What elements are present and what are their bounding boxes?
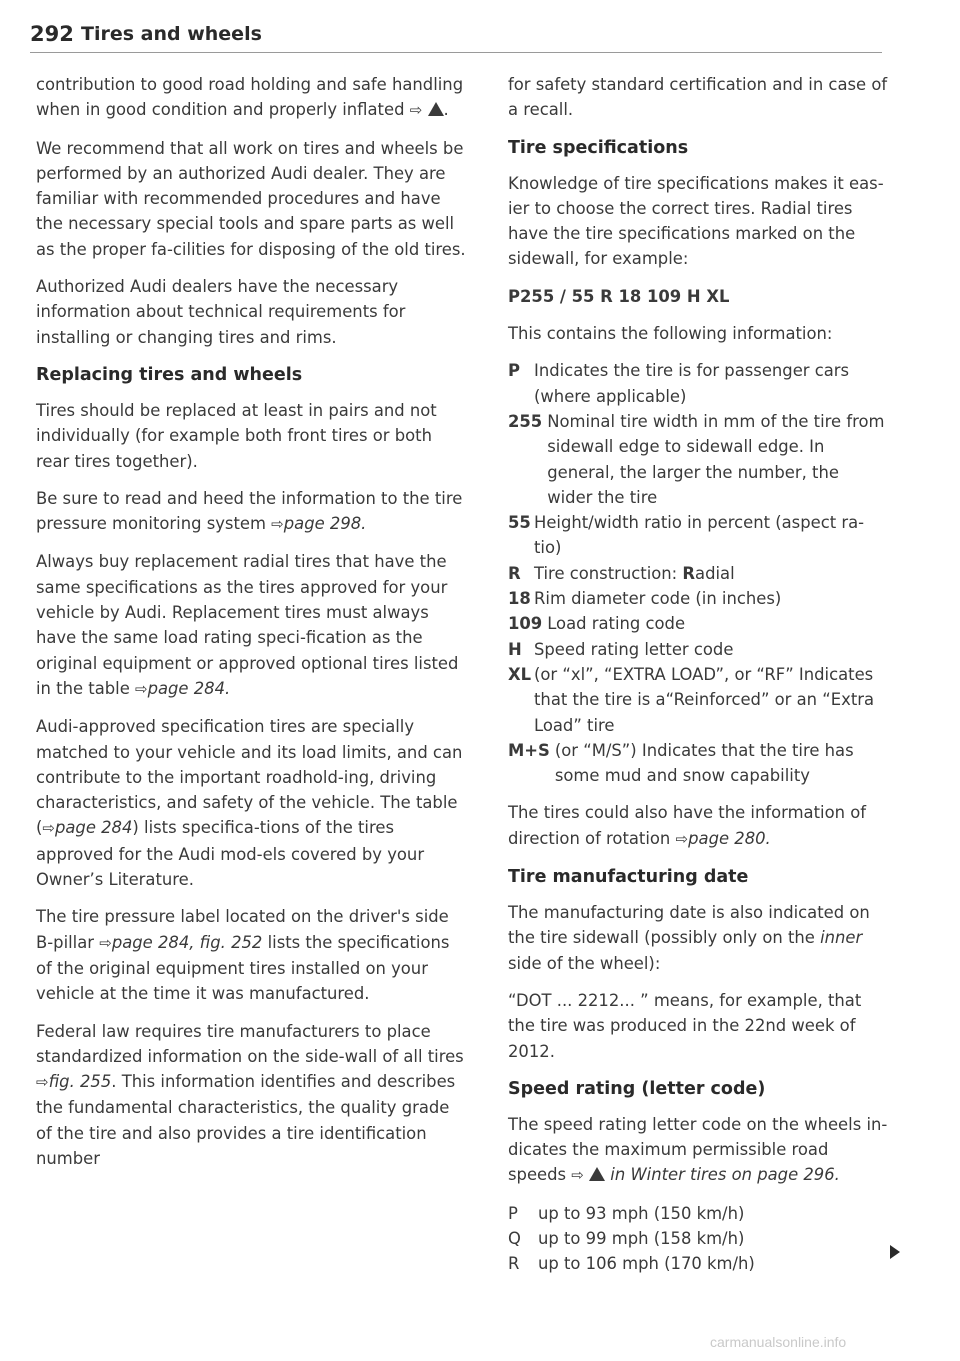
- speed-value: up to 106 mph (170 km/h): [538, 1254, 755, 1274]
- paragraph: Federal law requires tire manufacturers to place standardized information on the side-wall of all tires ⇨fig. 255. This information identifies and describes the fundamental characteristics, the quality grade of the tire and also provides a tire identification number: [36, 1021, 464, 1168]
- paragraph: Authorized Audi dealers have the necessary information about technical requirements for installing or changing tires and rims.: [36, 277, 406, 347]
- speed-letter: P: [508, 1203, 518, 1223]
- heading-speed-rating: Speed rating (letter code): [508, 1078, 766, 1099]
- page-reference[interactable]: in Winter tires on page 296.: [610, 1165, 840, 1185]
- heading-manufacturing-date: Tire manufacturing date: [508, 867, 749, 888]
- list-item: [508, 611, 888, 636]
- continue-arrow-icon: [890, 1245, 900, 1259]
- spec-description: Nominal tire width in mm of the tire from sidewall edge to sidewall edge. In general, the larger the number, the wider the tire: [547, 411, 885, 507]
- paragraph: Knowledge of tire specifications makes it eas-ier to choose the correct tires. Radial tires have the tire specifications marked on the sidewall, for example:: [508, 173, 884, 269]
- spec-description: Indicates the tire is for passenger cars (where applicable): [534, 361, 850, 406]
- spec-term: XL: [508, 664, 532, 684]
- paragraph: This contains the following information:: [508, 324, 833, 344]
- spec-term: M+S: [508, 740, 550, 760]
- spec-description: (or “xl”, “EXTRA LOAD”, or “RF” Indicates that the tire is a“Reinforced” or an “Extra Load” tire: [534, 664, 875, 735]
- speed-letter: R: [508, 1254, 520, 1274]
- warning-icon: [589, 1167, 605, 1181]
- page-reference[interactable]: page 298.: [283, 514, 367, 534]
- heading-tire-specifications: Tire specifications: [508, 137, 689, 158]
- paragraph: The manufacturing date is also indicated on the tire sidewall (possibly only on the inner side of the wheel):: [508, 903, 870, 973]
- list-item: [508, 409, 888, 510]
- paragraph: The tire pressure label located on the driver's side B-pillar ⇨page 284, fig. 252 lists the specifications of the original equipment tires installed on your vehicle at the time it was manufactured.: [36, 907, 450, 1004]
- spec-description: Tire construction: Radial: [534, 563, 735, 583]
- list-item: [508, 1201, 888, 1226]
- paragraph: for safety standard certification and in case of a recall.: [508, 75, 888, 120]
- spec-description: Height/width ratio in percent (aspect ra-tio): [534, 513, 865, 558]
- section-title: Tires and wheels: [81, 23, 262, 45]
- arrow-right-icon: ⇨: [42, 819, 55, 838]
- arrow-right-icon: ⇨: [135, 679, 148, 698]
- arrow-right-icon: ⇨: [571, 1166, 584, 1185]
- heading-replacing: Replacing tires and wheels: [36, 364, 303, 385]
- page-reference[interactable]: page 284: [54, 818, 133, 838]
- right-column: [508, 72, 888, 1277]
- list-item: [508, 358, 888, 409]
- list-item: [508, 637, 888, 662]
- spec-term: 18: [508, 589, 531, 609]
- arrow-right-icon: ⇨: [99, 933, 112, 952]
- speed-value: up to 99 mph (158 km/h): [538, 1228, 745, 1248]
- figure-reference[interactable]: fig. 255: [48, 1072, 112, 1092]
- paragraph: Be sure to read and heed the information to the tire pressure monitoring system ⇨page 298.: [36, 488, 463, 534]
- spec-description: Rim diameter code (in inches): [534, 589, 782, 609]
- page-number: 292: [30, 22, 74, 46]
- list-item: [508, 662, 888, 738]
- spec-term: R: [508, 563, 521, 583]
- list-item: [508, 1251, 888, 1276]
- paragraph: The tires could also have the information of direction of rotation ⇨page 280.: [508, 803, 867, 848]
- arrow-right-icon: ⇨: [271, 515, 284, 534]
- spec-description: Speed rating letter code: [534, 639, 734, 659]
- arrow-right-icon: ⇨: [675, 829, 689, 848]
- speed-rating-list: [508, 1201, 888, 1277]
- page-reference[interactable]: page 280.: [688, 828, 771, 848]
- page-header: [30, 20, 882, 53]
- spec-description: (or “M/S”) Indicates that the tire has some mud and snow capability: [554, 740, 854, 786]
- spec-definition-list: [508, 358, 888, 788]
- list-item: [508, 1226, 888, 1251]
- speed-letter: Q: [508, 1228, 521, 1248]
- list-item: [508, 561, 888, 586]
- paragraph: Audi-approved specification tires are specially matched to your vehicle and its load limits, and can contribute to the important roadhold-ing, driving characteristics, and safety of the vehicle. The table (⇨page 284) lists specifica-tions of the tires approved for the Audi mod-els covered by your Owner’s Literature.: [36, 717, 463, 890]
- page-reference[interactable]: page 284, fig. 252: [111, 932, 263, 952]
- paragraph: Tires should be replaced at least in pairs and not individually (for example both front tires or both rear tires together).: [36, 400, 437, 471]
- spec-term: 109: [508, 614, 543, 634]
- warning-icon: [428, 102, 444, 116]
- arrow-right-icon: ⇨: [409, 101, 423, 120]
- list-item: [508, 738, 888, 789]
- list-item: [508, 586, 888, 611]
- watermark: carmanualsonline.info: [710, 1334, 847, 1350]
- spec-term: P: [508, 361, 521, 381]
- paragraph: We recommend that all work on tires and wheels be performed by an authorized Audi dealer. They are familiar with recommended procedures and have the necessary special tools and spare parts as well as the proper fa-cilities for disposing of the old tires.: [36, 138, 466, 259]
- paragraph: “DOT ... 2212... ” means, for example, that the tire was produced in the 22nd week of 2012.: [508, 990, 862, 1061]
- spec-term: 55: [508, 513, 531, 533]
- tire-spec-code: P255 / 55 R 18 109 H XL: [508, 286, 730, 306]
- spec-description: Load rating code: [547, 614, 686, 634]
- paragraph: contribution to good road holding and safe handling when in good condition and properly inflated ⇨ .: [36, 75, 464, 120]
- spec-term: H: [508, 639, 522, 659]
- list-item: [508, 510, 888, 561]
- arrow-right-icon: ⇨: [36, 1073, 49, 1092]
- speed-value: up to 93 mph (150 km/h): [538, 1203, 745, 1223]
- page-reference[interactable]: page 284.: [147, 678, 231, 698]
- paragraph: Always buy replacement radial tires that have the same specifications as the tires approved for your vehicle by Audi. Replacement tires must always have the same load rating speci-fication as the original equipment or approved optional tires listed in the table ⇨page 284.: [36, 552, 459, 698]
- left-column: [36, 72, 468, 1183]
- spec-term: 255: [508, 411, 543, 431]
- paragraph: The speed rating letter code on the wheels in-dicates the maximum permissible road speeds ⇨ in Winter tires on page 296.: [508, 1114, 888, 1185]
